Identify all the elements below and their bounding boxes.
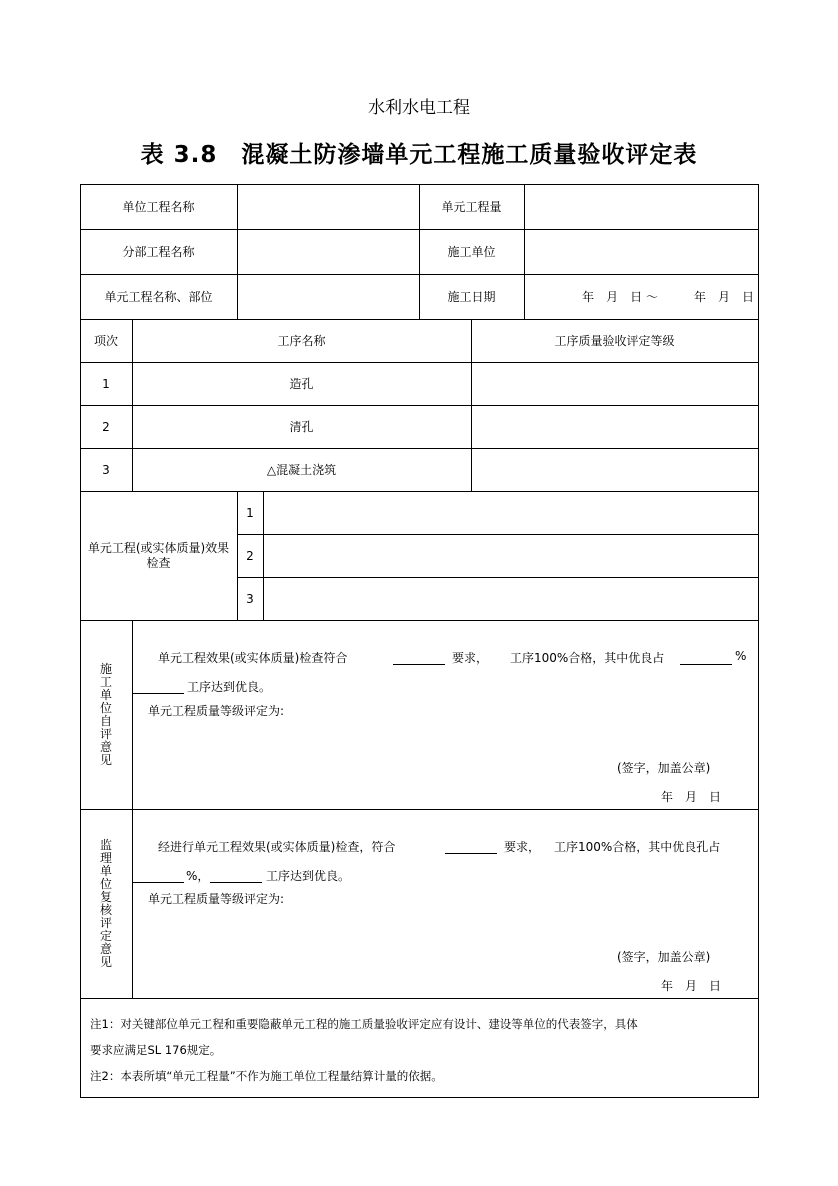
- supervisor-eval-blank-requirement[interactable]: [445, 853, 497, 854]
- self-eval-line1-a: 单元工程效果(或实体质量)检查符合: [158, 651, 348, 665]
- self-eval-line2: 工序达到优良。: [187, 680, 272, 694]
- self-eval-line1-b: 要求，: [452, 651, 489, 665]
- supervisor-eval-label: 监理单位复核评定意见: [99, 837, 112, 969]
- supervisor-eval-blank-percent[interactable]: [132, 882, 184, 883]
- construction-date-field[interactable]: 年 月 日 ～ 年 月 日: [582, 290, 754, 304]
- supervisor-eval-line3: 单元工程质量等级评定为:: [148, 892, 285, 906]
- effect-check-field[interactable]: [263, 491, 758, 534]
- unit-project-name-field[interactable]: [237, 184, 419, 229]
- division-project-name-label: 分部工程名称: [122, 245, 195, 259]
- self-eval-date: 年 月 日: [661, 790, 722, 804]
- process-row-no: 1: [102, 376, 110, 391]
- document-category: 水利水电工程: [368, 98, 470, 118]
- unit-element-quantity-label: 单元工程量: [441, 200, 502, 214]
- self-eval-line3: 单元工程质量等级评定为:: [148, 704, 285, 718]
- division-project-name-field[interactable]: [237, 229, 419, 274]
- col-item-no: 项次: [93, 334, 118, 348]
- self-eval-blank-count[interactable]: [132, 693, 184, 694]
- self-eval-blank-percent[interactable]: [680, 664, 732, 665]
- page-title: 表 3.8 混凝土防渗墙单元工程施工质量验收评定表: [140, 142, 698, 168]
- self-eval-label: 施工单位自评意见: [99, 661, 112, 767]
- process-row-grade-field[interactable]: [471, 362, 758, 405]
- process-row-name: 清孔: [289, 420, 314, 434]
- process-row-grade-field[interactable]: [471, 448, 758, 491]
- note-2: 注2：本表所填“单元工程量”不作为施工单位工程量结算计量的依据。: [90, 1069, 443, 1083]
- supervisor-eval-date: 年 月 日: [661, 979, 722, 993]
- supervisor-eval-line1-c: 工序100%合格，其中优良孔占: [554, 840, 721, 854]
- self-eval-line1-c: 工序100%合格，其中优良占: [510, 651, 665, 665]
- process-row-name: △混凝土浇筑: [266, 463, 337, 477]
- note-1-line-b: 要求应满足SL 176规定。: [90, 1043, 222, 1057]
- effect-check-row-no: 3: [246, 591, 254, 606]
- self-eval-blank-requirement[interactable]: [393, 664, 445, 665]
- process-row-no: 2: [102, 419, 110, 434]
- supervisor-eval-line2-b: 工序达到优良。: [266, 869, 351, 883]
- supervisor-eval-sign: (签字，加盖公章): [617, 950, 711, 964]
- note-1-line-a: 注1：对关键部位单元工程和重要隐蔽单元工程的施工质量验收评定应有设计、建设等单位的代表签字，具体: [90, 1017, 638, 1031]
- effect-check-row-no: 1: [246, 505, 254, 520]
- effect-check-field[interactable]: [263, 534, 758, 577]
- unit-project-name-label: 单位工程名称: [122, 200, 195, 214]
- supervisor-eval-line1-a: 经进行单元工程效果(或实体质量)检查，符合: [158, 840, 396, 854]
- evaluation-form-table: [80, 184, 759, 1098]
- col-process-grade: 工序质量验收评定等级: [554, 334, 675, 348]
- process-row-no: 3: [102, 462, 110, 477]
- col-process-name: 工序名称: [277, 334, 326, 348]
- supervisor-eval-blank-count[interactable]: [210, 882, 262, 883]
- element-name-location-field[interactable]: [237, 274, 419, 319]
- process-row-name: 造孔: [289, 377, 314, 391]
- construction-date-label: 施工日期: [447, 290, 496, 304]
- effect-check-row-no: 2: [246, 548, 254, 563]
- unit-element-quantity-field[interactable]: [524, 184, 758, 229]
- supervisor-eval-line2-a: %，: [186, 869, 210, 883]
- self-eval-sign: (签字，加盖公章): [617, 761, 711, 775]
- construction-unit-field[interactable]: [524, 229, 758, 274]
- element-name-location-label: 单元工程名称、部位: [104, 290, 213, 304]
- supervisor-eval-line1-b: 要求，: [504, 840, 541, 854]
- process-row-grade-field[interactable]: [471, 405, 758, 448]
- effect-check-label: 单元工程(或实体质量)效果检查: [87, 540, 230, 570]
- effect-check-field[interactable]: [263, 577, 758, 620]
- self-eval-line1-d: %: [735, 649, 747, 663]
- construction-unit-label: 施工单位: [447, 245, 496, 259]
